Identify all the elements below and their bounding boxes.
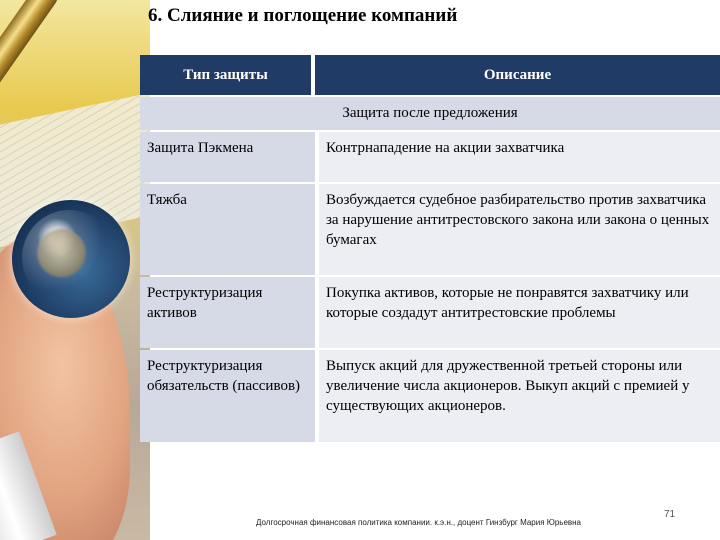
- footer-text: Долгосрочная финансовая политика компании. к.э.н., доцент Гинзбург Мария Юрьевна: [256, 518, 582, 527]
- description-cell: Покупка активов, которые не понравятся захватчику или которые создадут антитрестовские проблемы: [319, 277, 720, 348]
- table-row: [140, 277, 720, 348]
- defense-table: [140, 55, 720, 442]
- description-cell: Возбуждается судебное разбирательство против захватчика за нарушение антитрестовского закона или закона о ценных бумагах: [319, 184, 720, 275]
- defense-type-cell: Реструктуризация активов: [140, 277, 315, 348]
- table-row: [140, 132, 720, 182]
- defense-type-cell: Тяжба: [140, 184, 315, 275]
- description-cell: Контрнападение на акции захватчика: [319, 132, 720, 182]
- table-row: [140, 350, 720, 442]
- decorative-illustration: [0, 0, 150, 540]
- slide-title: 6. Слияние и поглощение компаний: [148, 5, 458, 26]
- defense-type-cell: Защита Пэкмена: [140, 132, 315, 182]
- page-number: 71: [664, 509, 676, 520]
- table-header-row: [140, 55, 720, 95]
- defense-type-cell: Реструктуризация обязательств (пассивов): [140, 350, 315, 442]
- table-row: [140, 184, 720, 275]
- description-cell: Выпуск акций для дружественной третьей стороны или увеличение числа акционеров. Выкуп акций с премией у существующих акционеров.: [319, 350, 720, 442]
- section-row: Защита после предложения: [140, 97, 720, 130]
- header-defense-type: Тип защиты: [140, 55, 311, 95]
- globe-icon: [12, 200, 130, 318]
- header-description: Описание: [315, 55, 720, 95]
